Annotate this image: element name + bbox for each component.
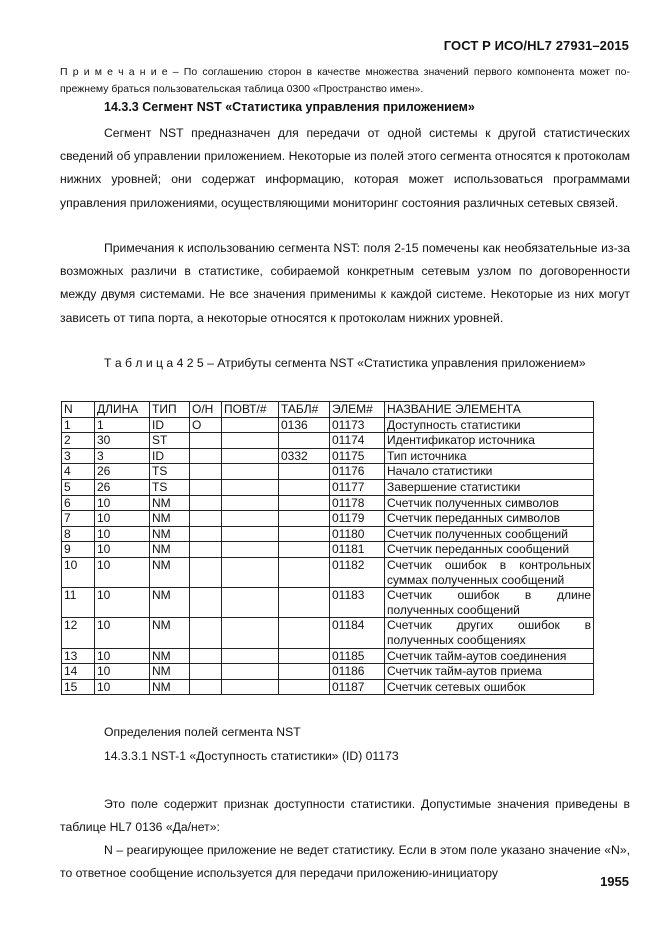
table-cell [279, 618, 330, 648]
table-row [62, 588, 594, 618]
table-cell [222, 679, 279, 695]
table-row [62, 433, 594, 449]
table-body [62, 402, 594, 695]
table-cell: 01186 [330, 664, 385, 680]
table-cell [279, 511, 330, 527]
table-cell [279, 588, 330, 618]
note-paragraph [60, 64, 630, 98]
table-cell: 01175 [330, 448, 385, 464]
table-cell [222, 495, 279, 511]
table-cell [222, 557, 279, 587]
table-row [62, 664, 594, 680]
table-caption-label: Т а б л и ц а 4 2 5 [104, 356, 204, 370]
table-cell [222, 479, 279, 495]
note-label: П р и м е ч а н и е [60, 66, 168, 78]
table-row [62, 542, 594, 558]
header-cell: ДЛИНА [95, 402, 150, 418]
header-cell: ТИП [150, 402, 190, 418]
table-cell: Счетчик тайм-аутов приема [385, 664, 594, 680]
table-cell [190, 648, 222, 664]
table-cell: Счетчик полученных сообщений [385, 526, 594, 542]
table-cell [190, 479, 222, 495]
table-cell: 10 [95, 679, 150, 695]
table-cell [279, 679, 330, 695]
table-cell: TS [150, 464, 190, 480]
table-cell: 10 [95, 557, 150, 587]
table-cell [222, 542, 279, 558]
table-cell: 01183 [330, 588, 385, 618]
table-cell: Завершение статистики [385, 479, 594, 495]
table-cell: 15 [62, 679, 95, 695]
table-row [62, 648, 594, 664]
table-cell: 01177 [330, 479, 385, 495]
table-cell [279, 479, 330, 495]
table-cell [190, 542, 222, 558]
table-cell [222, 433, 279, 449]
table-row [62, 448, 594, 464]
attributes-table [61, 401, 594, 695]
table-cell: 5 [62, 479, 95, 495]
table-cell: Идентификатор источника [385, 433, 594, 449]
header-cell: ЭЛЕМ# [330, 402, 385, 418]
table-cell: 01181 [330, 542, 385, 558]
table-cell [222, 618, 279, 648]
table-cell: 6 [62, 495, 95, 511]
table-cell: Счетчик переданных сообщений [385, 542, 594, 558]
table-cell: 10 [95, 618, 150, 648]
table-cell: Счетчик ошибок в длине полученных сообщений [385, 588, 594, 618]
table-cell: NM [150, 679, 190, 695]
table-cell: Счетчик ошибок в контрольных суммах полученных сообщений [385, 557, 594, 587]
table-cell [190, 664, 222, 680]
header-cell: N [62, 402, 95, 418]
table-cell: 01179 [330, 511, 385, 527]
table-cell [222, 417, 279, 433]
header-cell: О/Н [190, 402, 222, 418]
header-cell: НАЗВАНИЕ ЭЛЕМЕНТА [385, 402, 594, 418]
table-cell: 1 [62, 417, 95, 433]
table-cell: NM [150, 526, 190, 542]
section-heading: 14.3.3 Сегмент NST «Статистика управления приложением» [104, 100, 475, 114]
table-cell [222, 588, 279, 618]
table-cell [279, 542, 330, 558]
definitions-title: Определения полей сегмента NST [104, 725, 301, 739]
header-cell: ПОВТ/# [222, 402, 279, 418]
table-header-row [62, 402, 594, 418]
table-cell: 30 [95, 433, 150, 449]
field-heading: 14.3.3.1 NST-1 «Доступность статистики» (ID) 01173 [104, 749, 399, 763]
table-row [62, 557, 594, 587]
table-cell: 12 [62, 618, 95, 648]
table-cell: Счетчик других ошибок в полученных сообщениях [385, 618, 594, 648]
table-cell: 8 [62, 526, 95, 542]
table-cell [279, 495, 330, 511]
table-cell: 14 [62, 664, 95, 680]
table-cell: 01176 [330, 464, 385, 480]
table-caption [60, 352, 630, 375]
table-cell [190, 495, 222, 511]
table-cell: Счетчик сетевых ошибок [385, 679, 594, 695]
definitions-paragraph-2: N – реагирующее приложение не ведет статистику. Если в этом поле указано значение «N», то ответное сообщение используется для передачи приложению-инициатору [60, 843, 630, 881]
table-cell: 1 [95, 417, 150, 433]
table-cell: 26 [95, 479, 150, 495]
table-cell: Доступность статистики [385, 417, 594, 433]
table-cell: Начало статистики [385, 464, 594, 480]
table-cell: 2 [62, 433, 95, 449]
table-cell [190, 526, 222, 542]
table-cell [222, 648, 279, 664]
table-cell: 01187 [330, 679, 385, 695]
table-row [62, 464, 594, 480]
section-paragraph-1: Сегмент NST предназначен для передачи от одной системы к другой статистических сведений об управлении приложением. Некоторые из полей этого сегмента относятся к протоколам нижних уровней; они содержат информацию, которая может использоваться программами управления приложениями, осуществляющими мониторинг состояния различных сетевых связей. [60, 126, 630, 210]
table-cell: 01174 [330, 433, 385, 449]
table-cell [190, 511, 222, 527]
table-cell [222, 526, 279, 542]
table-cell [279, 648, 330, 664]
table-cell: 01178 [330, 495, 385, 511]
table-cell: 11 [62, 588, 95, 618]
table-cell [279, 557, 330, 587]
table-cell [279, 664, 330, 680]
table-caption-text: – Атрибуты сегмента NST «Статистика управления приложением» [203, 356, 586, 370]
table-cell: О [190, 417, 222, 433]
table-cell: 10 [95, 588, 150, 618]
section-paragraph-2: Примечания к использованию сегмента NST: поля 2-15 помечены как необязательные из-за возможных различи в статистике, собираемой конкретным сетевым узлом по договоренности между двумя системами. Не все значения применимы к каждой системе. Некоторые из них могут зависеть от типа порта, а некоторые относятся к протоколам нижних уровней. [60, 241, 630, 325]
table-cell: NM [150, 664, 190, 680]
table-cell: NM [150, 511, 190, 527]
table-cell: NM [150, 588, 190, 618]
table-cell: 26 [95, 464, 150, 480]
table-cell [190, 679, 222, 695]
table-row [62, 495, 594, 511]
table-cell: 10 [95, 664, 150, 680]
table-cell: 01185 [330, 648, 385, 664]
table-cell [222, 511, 279, 527]
table-cell: 10 [95, 542, 150, 558]
table-cell [222, 464, 279, 480]
table-cell [222, 664, 279, 680]
table-row [62, 618, 594, 648]
table-cell: ID [150, 417, 190, 433]
table-row [62, 511, 594, 527]
table-cell [279, 464, 330, 480]
table-cell: NM [150, 542, 190, 558]
table-row [62, 479, 594, 495]
table-cell: NM [150, 557, 190, 587]
table-cell: NM [150, 618, 190, 648]
table-cell: 9 [62, 542, 95, 558]
table-cell: 0136 [279, 417, 330, 433]
table-cell: 10 [95, 511, 150, 527]
table-cell [222, 448, 279, 464]
table-cell: NM [150, 495, 190, 511]
page-number: 1955 [600, 874, 629, 889]
table-cell [190, 588, 222, 618]
table-cell [190, 448, 222, 464]
table-cell: Счетчик полученных символов [385, 495, 594, 511]
table-row [62, 679, 594, 695]
table-cell: 01180 [330, 526, 385, 542]
table-cell: NM [150, 648, 190, 664]
table-cell: 13 [62, 648, 95, 664]
table-cell [190, 433, 222, 449]
table-cell: Тип источника [385, 448, 594, 464]
table-cell: 10 [95, 648, 150, 664]
table-cell [279, 526, 330, 542]
note-text: – По соглашению сторон в качестве множества значений первого компонента может по-прежнему браться пользовательская таблица 0300 «Пространство имен». [60, 66, 630, 95]
table-cell: 0332 [279, 448, 330, 464]
definitions-paragraph-1: Это поле содержит признак доступности статистики. Допустимые значения приведены в таблице HL7 0136 «Да/нет»: [60, 797, 630, 835]
table-cell: 3 [95, 448, 150, 464]
table-cell: 01184 [330, 618, 385, 648]
table-cell [190, 464, 222, 480]
document-header: ГОСТ Р ИСО/HL7 27931–2015 [443, 38, 629, 53]
table-cell: TS [150, 479, 190, 495]
table-cell: ST [150, 433, 190, 449]
table-cell [190, 618, 222, 648]
table-row [62, 417, 594, 433]
table-cell: 10 [95, 526, 150, 542]
header-cell: ТАБЛ# [279, 402, 330, 418]
table-cell: Счетчик переданных символов [385, 511, 594, 527]
table-cell: ID [150, 448, 190, 464]
table-cell: 01173 [330, 417, 385, 433]
table-cell [279, 433, 330, 449]
table-cell: 3 [62, 448, 95, 464]
table-cell: 4 [62, 464, 95, 480]
table-cell: 01182 [330, 557, 385, 587]
table-cell: 10 [62, 557, 95, 587]
table-cell: 10 [95, 495, 150, 511]
table-row [62, 526, 594, 542]
table-cell: 7 [62, 511, 95, 527]
table-cell [190, 557, 222, 587]
table-cell: Счетчик тайм-аутов соединения [385, 648, 594, 664]
